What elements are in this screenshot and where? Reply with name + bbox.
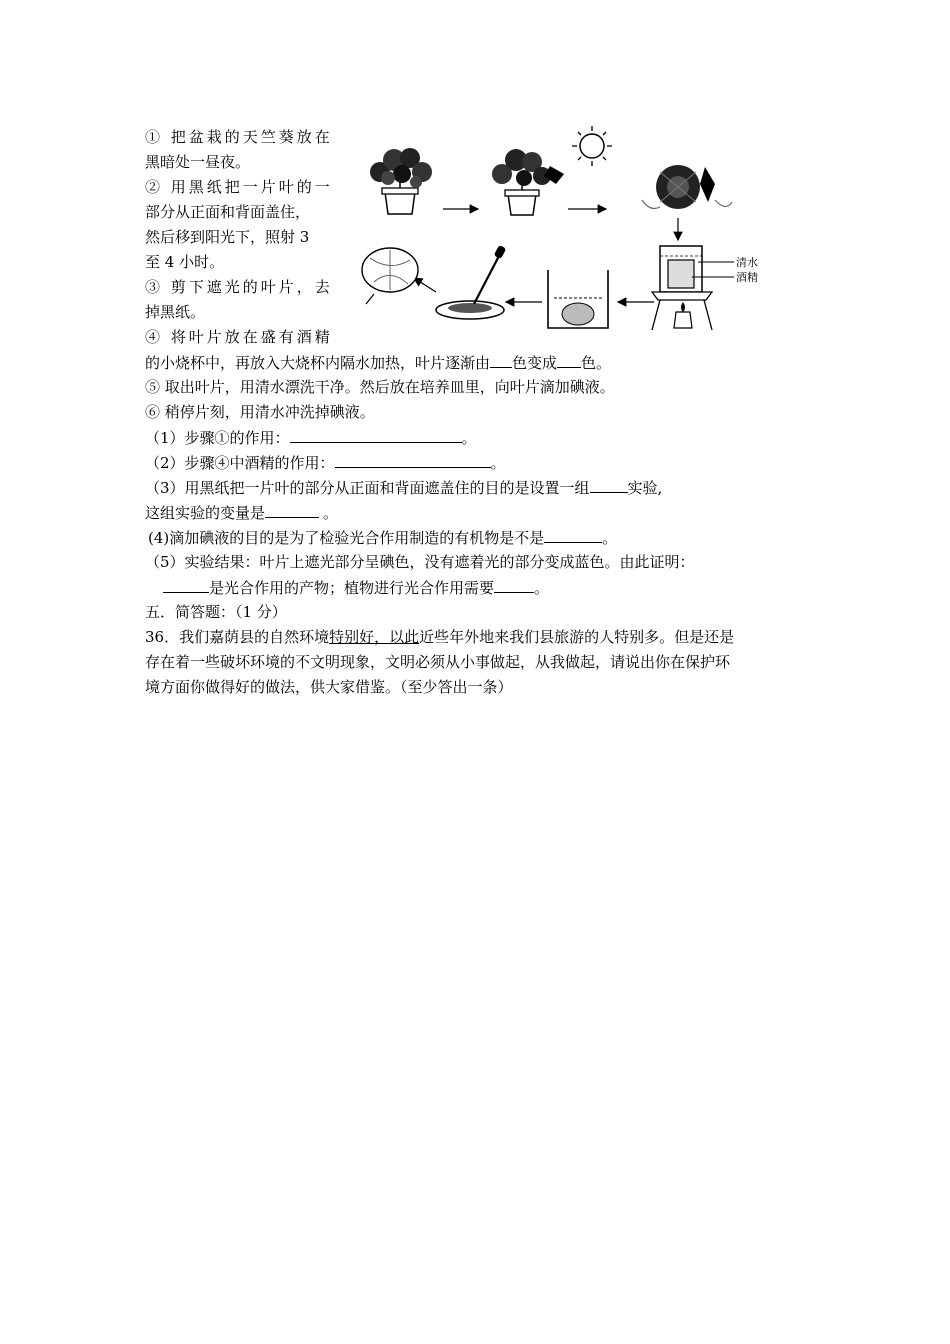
step-6-line: ⑥ 稍停片刻，用清水冲洗掉碘液。 — [145, 403, 375, 421]
question-3-variable: 这组实验的变量是 。 — [145, 504, 339, 522]
step-1-line-a: ① 把盆栽的天竺葵放在 — [145, 128, 333, 146]
question-2: （2）步骤④中酒精的作用： 。 — [145, 454, 506, 472]
answer-blank-q5-product[interactable] — [163, 577, 209, 593]
question-36-line-1: 36．我们嘉荫县的自然环境特别好，以此近些年外地来我们县旅游的人特别多。但是还是 — [145, 628, 735, 646]
answer-blank-color-to[interactable] — [557, 352, 581, 368]
answer-blank-q3-variable[interactable] — [265, 502, 319, 518]
step-1-line-b: 黑暗处一昼夜。 — [145, 153, 251, 171]
step-2-line-c: 然后移到阳光下，照射 3 — [145, 228, 310, 246]
question-36-line-2: 存在着一些破坏环境的不文明现象，文明必须从小事做起，从我做起，请说出你在保护环 — [145, 653, 731, 671]
question-5-line-b: 是光合作用的产物；植物进行光合作用需要 。 — [163, 577, 549, 598]
question-4: (4)滴加碘液的目的是为了检验光合作用制造的有机物是不是 。 — [148, 529, 618, 547]
answer-blank-q3-type[interactable] — [590, 477, 628, 493]
water-bath-apparatus-icon — [652, 246, 758, 330]
answer-blank-q1[interactable] — [290, 427, 462, 443]
rinse-beaker-icon — [548, 270, 608, 328]
step-4-line-b: 的小烧杯中，再放入大烧杯内隔水加热，叶片逐渐由 色变成 色。 — [145, 354, 612, 372]
experiment-figure — [360, 122, 790, 337]
answer-blank-q5-need[interactable] — [494, 577, 534, 593]
step-4-line-a: ④ 将叶片放在盛有酒精 — [145, 328, 333, 346]
answer-blank-q4[interactable] — [544, 527, 602, 543]
section-5-heading: 五．简答题：（1 分） — [145, 603, 287, 621]
cut-leaf-icon — [642, 165, 732, 209]
question-36-line-3: 境方面你做得好的做法，供大家借鉴。（至少答出一条） — [145, 678, 513, 696]
label-alcohol: 酒精 — [736, 271, 758, 284]
step-2-line-d: 至 4 小时。 — [145, 253, 225, 271]
step-5-line: ⑤ 取出叶片，用清水漂洗干净。然后放在培养皿里，向叶片滴加碘液。 — [145, 378, 615, 396]
step-3-line-b: 掉黑纸。 — [145, 303, 206, 321]
label-water: 清水 — [736, 256, 758, 269]
answer-blank-color-from[interactable] — [490, 352, 512, 368]
sun-icon — [572, 126, 612, 166]
potted-plant-light-icon — [492, 149, 564, 215]
question-3: （3）用黑纸把一片叶的部分从正面和背面遮盖住的目的是设置一组 实验, — [145, 479, 663, 497]
answer-blank-q2[interactable] — [335, 452, 491, 468]
step-3-line-a: ③ 剪下遮光的叶片，去 — [145, 278, 333, 296]
step-2-line-a: ② 用黑纸把一片叶的一 — [145, 178, 333, 196]
step-2-line-b: 部分从正面和背面盖住， — [145, 203, 311, 221]
potted-plant-dark-icon — [370, 148, 432, 214]
question-5-line-a: （5）实验结果：叶片上遮光部分呈碘色，没有遮着光的部分变成蓝色。由此证明： — [145, 553, 695, 571]
petri-dish-dropper-icon — [436, 245, 506, 319]
iodine-stained-leaf-icon — [362, 248, 418, 304]
question-1: （1）步骤①的作用： 。 — [145, 429, 477, 447]
